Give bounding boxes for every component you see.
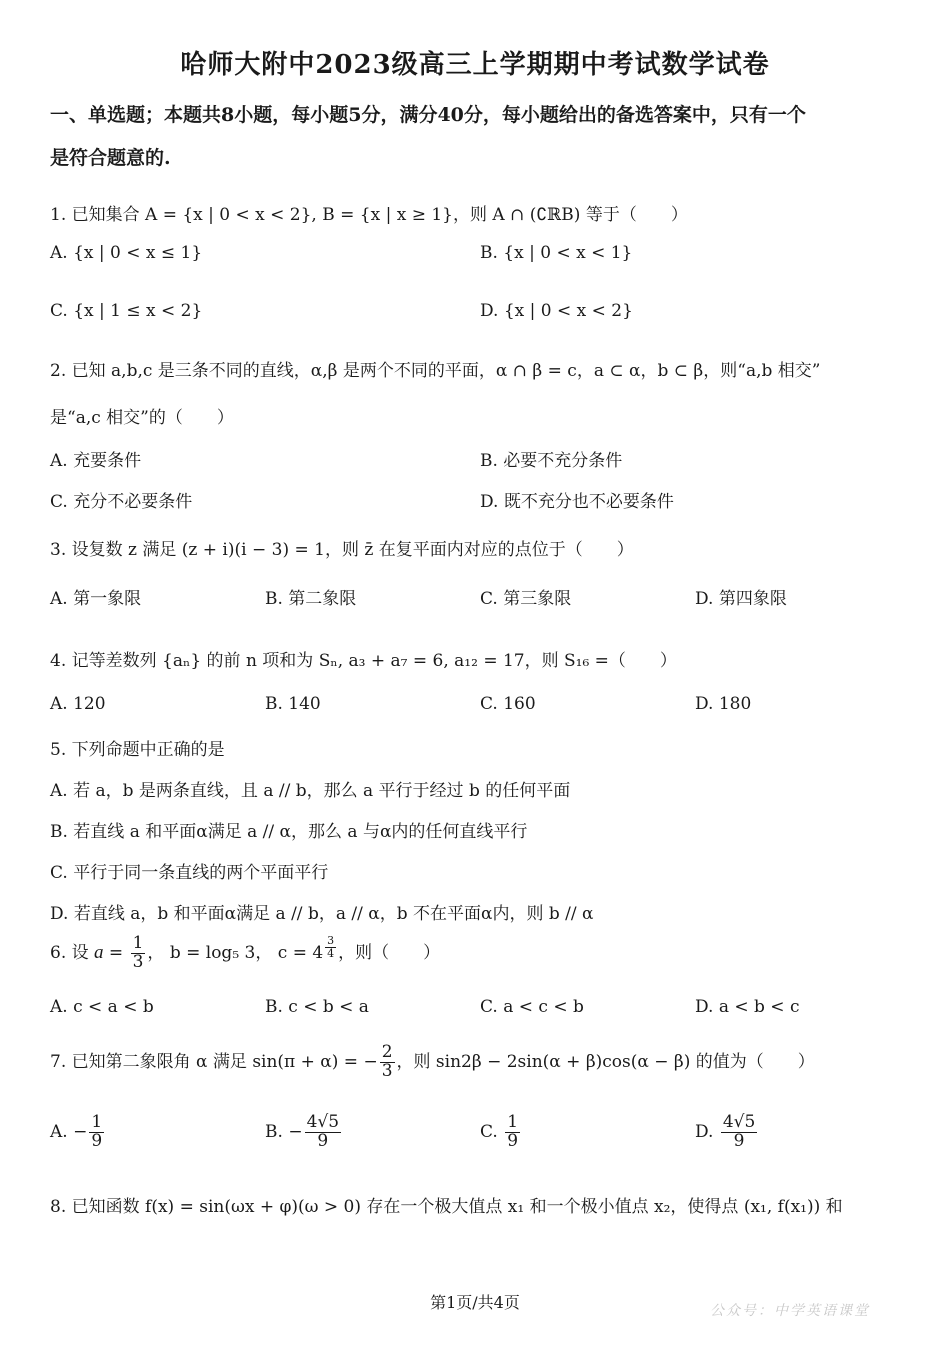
- question-7-suffix: ，则 sin2β − 2sin(α + β)cos(α − β) 的值为（ ）: [396, 1051, 815, 1072]
- question-6-option-d: D. a < b < c: [695, 997, 800, 1017]
- question-4-option-c: C. 160: [480, 694, 536, 714]
- question-1-option-c: C. {x | 1 ≤ x < 2}: [50, 301, 203, 321]
- section-heading-line1: 一、单选题；本题共8小题，每小题5分，满分40分，每小题给出的备选答案中，只有一个: [50, 104, 806, 126]
- question-3-option-b: B. 第二象限: [265, 589, 357, 609]
- question-4-option-b: B. 140: [265, 694, 321, 714]
- question-5-option-d: D. 若直线 a，b 和平面α满足 a // b，a // α，b 不在平面α内，则 b // α: [50, 904, 594, 924]
- question-8-stem: 8. 已知函数 f(x) = sin(ωx + φ)(ω > 0) 存在一个极大值点 x₁ 和一个极小值点 x₂，使得点 (x₁, f(x₁)) 和: [50, 1197, 843, 1217]
- question-6-c-exponent: [325, 935, 336, 959]
- question-3-stem: 3. 设复数 z 满足 (z + i)(i − 3) = 1，则 z̄ 在复平面内对应的点位于（ ）: [50, 540, 634, 560]
- question-7-option-a: [50, 1114, 106, 1151]
- question-1-option-d: D. {x | 0 < x < 2}: [480, 301, 633, 321]
- watermark: 公众号：中学英语课堂: [710, 1303, 870, 1319]
- question-6-var-a: a: [94, 941, 104, 963]
- option-fraction: [505, 1114, 520, 1151]
- question-7-option-d: [695, 1114, 759, 1151]
- option-den: 9: [91, 1130, 103, 1151]
- option-fraction: [89, 1114, 104, 1151]
- question-3-option-a: A. 第一象限: [50, 589, 142, 609]
- option-sign: −: [288, 1121, 303, 1142]
- option-fraction: [721, 1114, 757, 1151]
- option-den: 9: [507, 1130, 519, 1151]
- option-label: D.: [695, 1121, 714, 1142]
- option-num: 4√5: [722, 1112, 756, 1132]
- question-6-a-num: 1: [132, 933, 144, 953]
- question-6-suffix: ，则（ ）: [338, 942, 441, 963]
- option-label: A.: [50, 1121, 68, 1142]
- question-3-option-d: D. 第四象限: [695, 589, 787, 609]
- question-6-a-den: 3: [132, 951, 144, 972]
- question-6-b: b = log₅ 3，: [169, 942, 273, 963]
- question-6-c-exp-num: 3: [327, 934, 335, 948]
- option-num: 4√5: [306, 1112, 340, 1132]
- question-2-option-d: D. 既不充分也不必要条件: [480, 492, 674, 512]
- question-2-stem: 2. 已知 a,b,c 是三条不同的直线，α,β 是两个不同的平面，α ∩ β = c，a ⊂ α，b ⊂ β，则“a,b 相交”: [50, 361, 821, 381]
- question-6-option-a: A. c < a < b: [50, 997, 154, 1017]
- question-6-c: c = 4: [277, 942, 324, 963]
- question-6-prefix: 6. 设: [50, 942, 89, 963]
- question-6-option-c: C. a < c < b: [480, 997, 584, 1017]
- question-7-option-c: [480, 1114, 522, 1151]
- question-2-option-b: B. 必要不充分条件: [480, 451, 623, 471]
- question-4-option-a: A. 120: [50, 694, 106, 714]
- option-sign: −: [73, 1121, 88, 1142]
- question-2-stem-cont: 是“a,c 相交”的（ ）: [50, 408, 234, 428]
- page-title: 哈师大附中2023级高三上学期期中考试数学试卷: [180, 50, 770, 80]
- option-num: 1: [507, 1112, 519, 1132]
- question-5-option-a: A. 若 a，b 是两条直线，且 a // b，那么 a 平行于经过 b 的任何平面: [50, 781, 571, 801]
- question-5-option-b: B. 若直线 a 和平面α满足 a // α，那么 a 与α内的任何直线平行: [50, 822, 528, 842]
- option-num: 1: [91, 1112, 103, 1132]
- option-fraction: [305, 1114, 341, 1151]
- page-footer: 第1页/共4页: [430, 1293, 520, 1312]
- question-4-option-d: D. 180: [695, 694, 752, 714]
- question-7-frac-den: 3: [381, 1060, 393, 1081]
- option-label: C.: [480, 1121, 498, 1142]
- question-4-stem: 4. 记等差数列 {aₙ} 的前 n 项和为 Sₙ, a₃ + a₇ = 6, a₁₂ = 17，则 S₁₆ =（ ）: [50, 651, 677, 671]
- question-6-a-fraction: [131, 935, 146, 972]
- option-den: 9: [317, 1130, 329, 1151]
- question-3-option-c: C. 第三象限: [480, 589, 572, 609]
- section-heading-line2: 是符合题意的.: [50, 147, 171, 169]
- question-7-frac-num: 2: [381, 1042, 393, 1062]
- question-7-option-b: [265, 1114, 343, 1151]
- question-2-option-a: A. 充要条件: [50, 451, 142, 471]
- question-6-option-b: B. c < b < a: [265, 997, 369, 1017]
- question-7-fraction: [380, 1044, 395, 1081]
- question-1-stem: 1. 已知集合 A = {x | 0 < x < 2}, B = {x | x ≥ 1}，则 A ∩ (∁ℝB) 等于（ ）: [50, 205, 688, 225]
- question-5-stem: 5. 下列命题中正确的是: [50, 740, 225, 760]
- question-6-stem: 6. 设 a = $\frac{1}{3}$ ， b = log₅ 3， c = 4 $^{\frac{3}{4}}$ ，则（ ）: [50, 933, 441, 972]
- question-7-stem: [50, 1044, 815, 1081]
- question-1-option-a: A. {x | 0 < x ≤ 1}: [50, 243, 203, 263]
- option-den: 9: [733, 1130, 745, 1151]
- question-7-prefix: 7. 已知第二象限角 α 满足 sin(π + α) = −: [50, 1051, 378, 1072]
- option-label: B.: [265, 1121, 283, 1142]
- question-5-option-c: C. 平行于同一条直线的两个平面平行: [50, 863, 329, 883]
- question-6-c-exp-den: 4: [327, 946, 335, 960]
- question-2-option-c: C. 充分不必要条件: [50, 492, 193, 512]
- question-1-option-b: B. {x | 0 < x < 1}: [480, 243, 633, 263]
